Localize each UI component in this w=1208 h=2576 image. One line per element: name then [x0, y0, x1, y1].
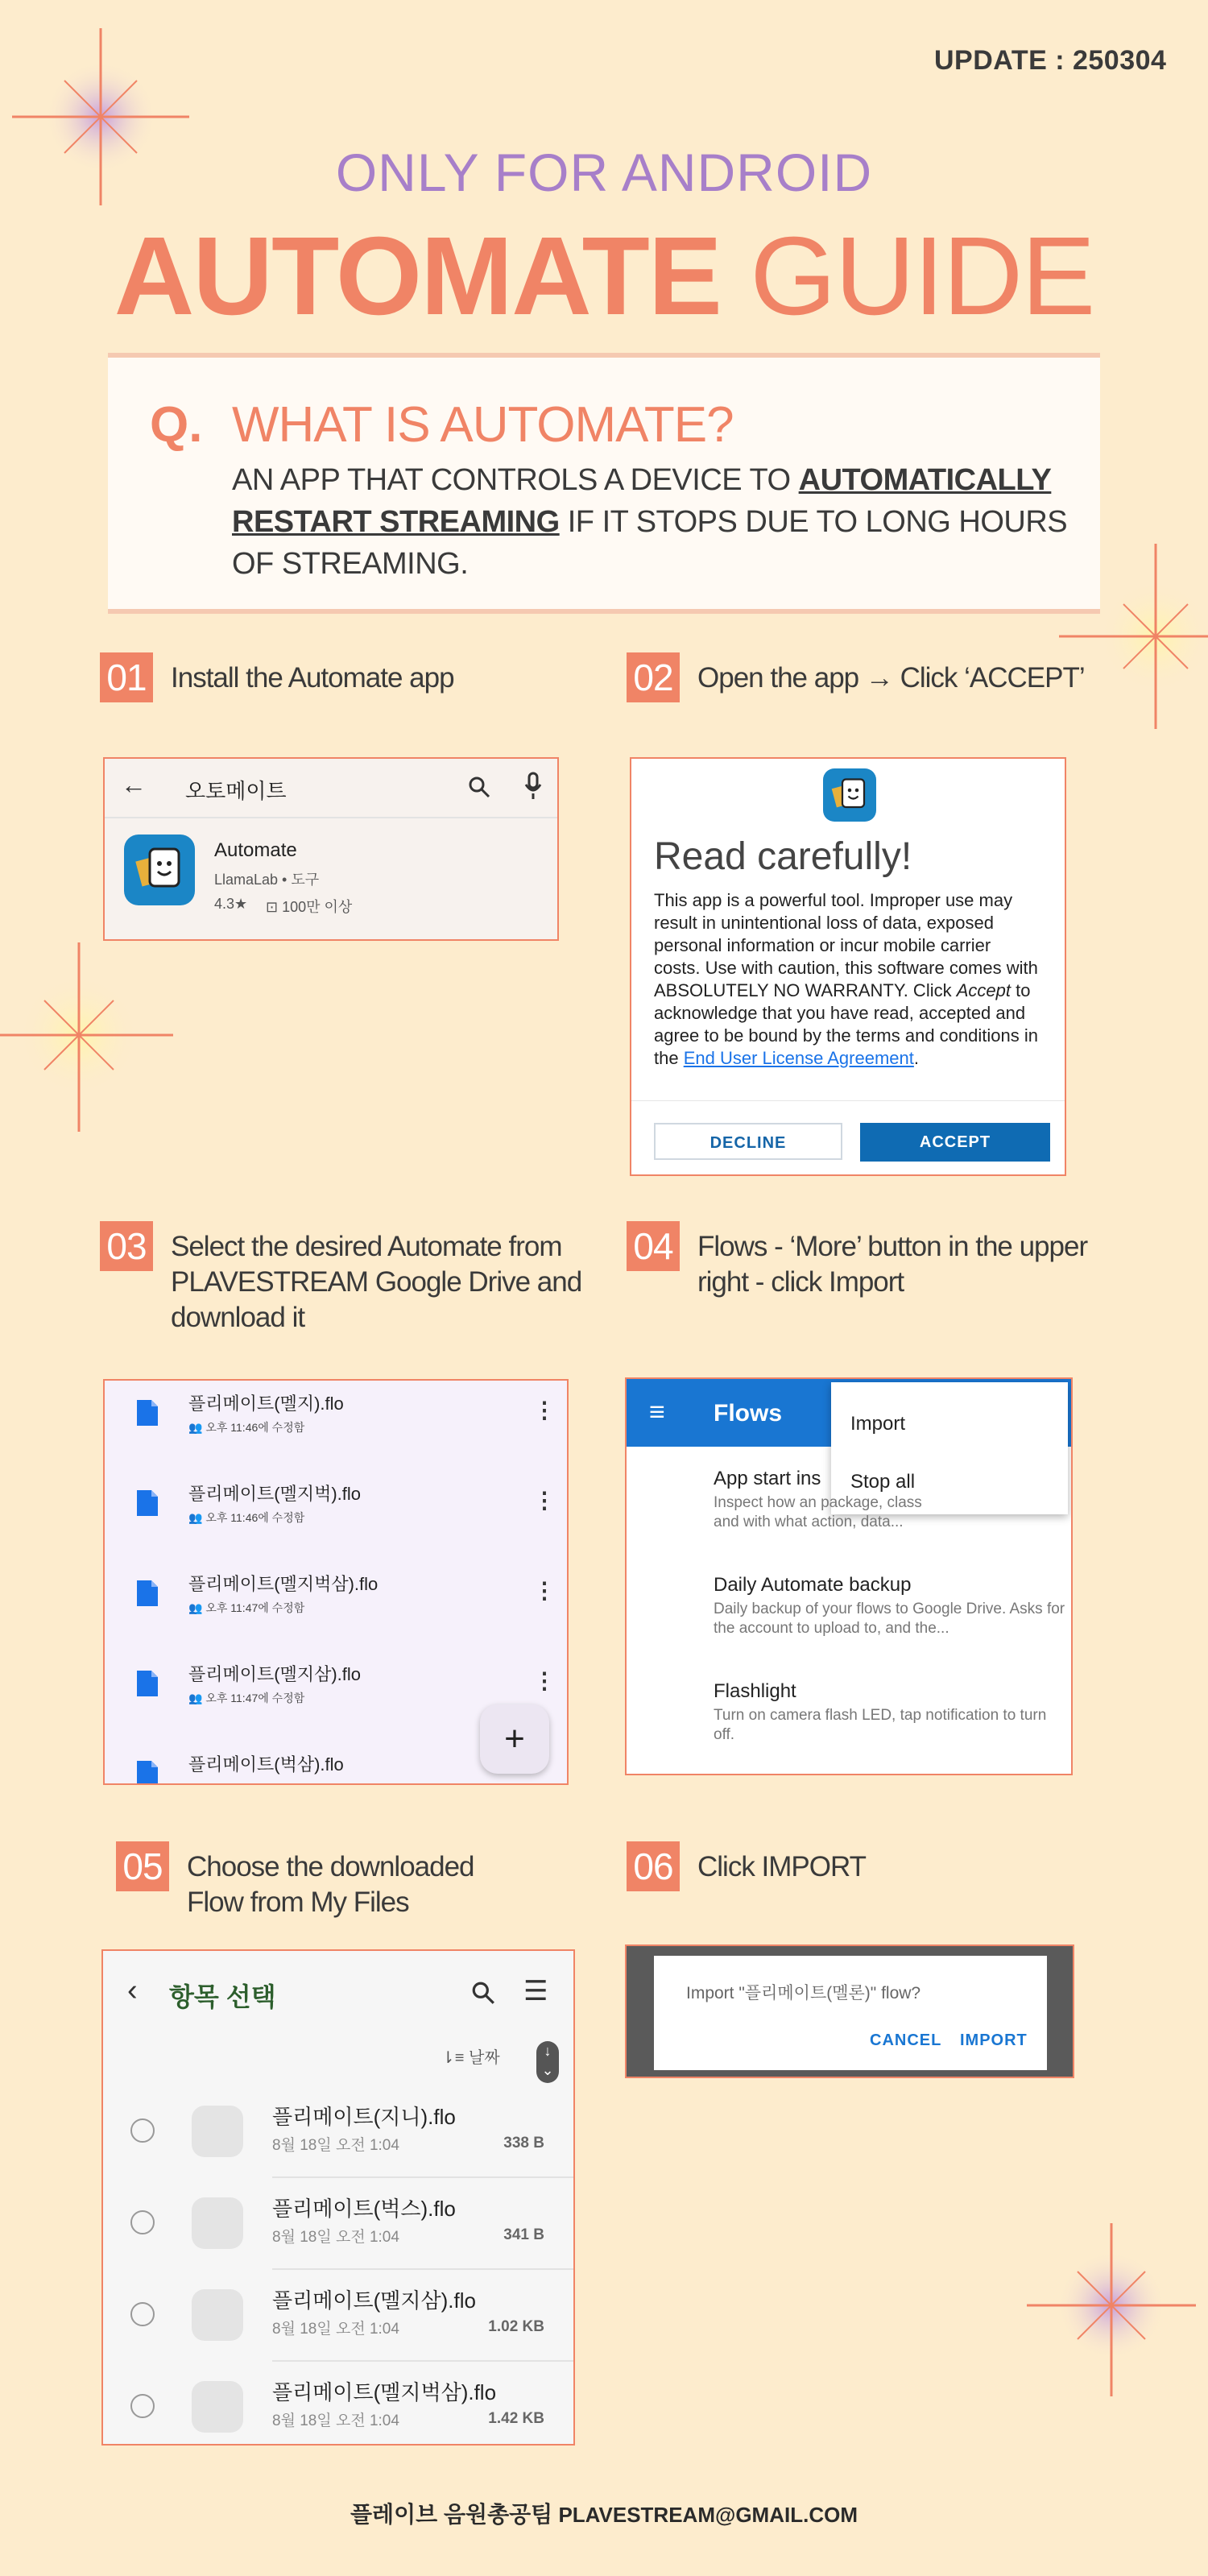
desc-text: IF IT STOPS DUE TO LONG HOURS OF STREAMING.	[232, 505, 1068, 581]
microphone-icon[interactable]	[523, 772, 543, 801]
file-icon	[192, 2381, 243, 2433]
file-icon	[192, 2197, 243, 2249]
file-meta	[188, 1600, 304, 1616]
app-bar-title: Flows	[714, 1400, 783, 1427]
file-icon	[192, 2106, 243, 2157]
menu-icon[interactable]: ≡	[649, 1397, 665, 1427]
step-text: Choose the downloaded Flow from My Files	[187, 1851, 474, 1918]
file-meta	[188, 1510, 304, 1526]
file-name: 플리메이트(멜지).flo	[188, 1394, 344, 1414]
app-developer: LlamaLab • 도구	[214, 872, 320, 888]
list-item[interactable]	[103, 2270, 573, 2362]
file-meta-text: 오후 11:46에 수정함	[205, 1511, 305, 1524]
dialog-body	[654, 889, 1040, 1070]
app-installs	[266, 896, 352, 917]
file-icon	[137, 1490, 158, 1516]
file-date: 8월 18일 오전 1:04	[272, 2229, 399, 2246]
decline-button[interactable]: DECLINE	[654, 1123, 842, 1160]
shared-icon: 👥	[188, 1601, 203, 1614]
question-description	[232, 459, 1086, 585]
step-number: 05	[116, 1841, 169, 1891]
import-button[interactable]: IMPORT	[960, 2031, 1028, 2049]
body-text: to acknowledge that you have read, accepted and agree to be bound by the terms and conditions in the	[654, 980, 1038, 1068]
file-name: 플리메이트(멜지삼).flo	[188, 1664, 362, 1684]
file-name: 플리메이트(멜지삼).flo	[272, 2288, 476, 2313]
dialog-message: Import "플리메이트(멜론)" flow?	[686, 1984, 921, 2002]
step-text: Flows - ‘More’ button in the upper right - click Import	[697, 1231, 1088, 1298]
add-fab-button[interactable]: +	[480, 1704, 549, 1774]
footer-team: 플레이브 음원총공팀	[350, 2502, 553, 2527]
more-vert-icon[interactable]: ⋮	[533, 1488, 556, 1513]
list-item[interactable]	[103, 2362, 573, 2446]
desc-emphasis: RESTART STREAMING	[232, 505, 560, 539]
accept-button[interactable]: ACCEPT	[860, 1123, 1050, 1162]
body-text: .	[913, 1048, 919, 1068]
body-emphasis: Accept	[956, 980, 1011, 1000]
list-item[interactable]	[105, 1561, 567, 1651]
step-number: 02	[627, 652, 680, 702]
sort-icon: ⇂≡	[441, 2049, 465, 2067]
file-name: 플리메이트(벅스).flo	[272, 2197, 456, 2221]
list-item[interactable]	[103, 2086, 573, 2178]
screenshot-google-drive	[103, 1379, 569, 1785]
back-arrow-icon[interactable]: ←	[121, 770, 147, 799]
update-label: UPDATE : 250304	[934, 45, 1167, 76]
step-text: Select the desired Automate from PLAVESTREAM Google Drive and download it	[171, 1231, 582, 1333]
automate-logo-icon	[823, 768, 876, 822]
flow-title[interactable]: Daily Automate backup	[714, 1574, 912, 1596]
file-name: 플리메이트(멜지벅).flo	[188, 1484, 362, 1504]
screenshot-file-picker	[101, 1949, 575, 2446]
question-title: WHAT IS AUTOMATE?	[232, 397, 734, 453]
list-item[interactable]	[105, 1381, 567, 1471]
automate-logo-icon	[124, 835, 195, 905]
app-icon[interactable]	[124, 835, 195, 905]
menu-item-stop-all[interactable]: Stop all	[850, 1471, 916, 1493]
file-size: 341 B	[503, 2226, 544, 2243]
file-size: 1.42 KB	[488, 2410, 544, 2427]
step-number: 06	[627, 1841, 680, 1891]
sparkle-bottom-right	[1023, 2223, 1200, 2400]
sort-direction-icon[interactable]: ↓ ⌄	[536, 2041, 559, 2083]
flow-title[interactable]: App start ins	[714, 1468, 821, 1489]
installs-value: 100만 이상	[282, 899, 353, 915]
file-icon	[137, 1400, 158, 1426]
footer	[0, 2497, 1208, 2529]
picker-title: 항목 선택	[169, 1982, 276, 2011]
subtitle: ONLY FOR ANDROID	[335, 143, 873, 202]
menu-item-import[interactable]: Import	[850, 1413, 906, 1435]
radio-button[interactable]	[130, 2118, 155, 2143]
flow-title[interactable]: Flashlight	[714, 1680, 796, 1702]
sparkle-left	[0, 934, 185, 1136]
screenshot-import-dialog	[625, 1944, 1074, 2078]
divider	[631, 1100, 1065, 1111]
download-icon: ⊡	[266, 899, 279, 915]
app-rating: 4.3★	[214, 896, 248, 912]
shared-icon: 👥	[188, 1421, 203, 1434]
list-item[interactable]	[103, 2178, 573, 2270]
shared-icon: 👥	[188, 1511, 203, 1524]
file-date: 8월 18일 오전 1:04	[272, 2137, 399, 2154]
file-name: 플리메이트(벅삼).flo	[188, 1754, 344, 1775]
file-meta	[188, 1690, 304, 1706]
page-title	[0, 216, 1208, 337]
search-icon[interactable]	[470, 1980, 496, 2006]
file-icon	[192, 2289, 243, 2341]
file-size: 1.02 KB	[488, 2318, 544, 2335]
flow-description: Inspect how an package, class and with what action, data...	[714, 1494, 922, 1530]
step-text: Click IMPORT	[697, 1851, 867, 1882]
file-date: 8월 18일 오전 1:04	[272, 2321, 399, 2338]
file-name: 플리메이트(멜지벅삼).flo	[188, 1574, 379, 1594]
search-query: 오토메이트	[185, 779, 287, 803]
file-meta-text: 오후 11:47에 수정함	[205, 1692, 305, 1704]
import-dialog	[654, 1956, 1047, 2070]
flow-description: Daily backup of your flows to Google Drive. Asks for the account to upload to, and the...	[714, 1601, 1065, 1637]
file-icon	[137, 1580, 158, 1606]
file-meta-text: 오후 11:47에 수정함	[205, 1601, 305, 1614]
step-number: 01	[100, 652, 153, 702]
footer-email: PLAVESTREAM@GMAIL.COM	[558, 2503, 858, 2527]
search-icon[interactable]	[467, 775, 491, 799]
file-date: 8월 18일 오전 1:04	[272, 2412, 399, 2429]
desc-text: AN APP THAT CONTROLS A DEVICE TO	[232, 463, 799, 497]
search-bar[interactable]	[105, 759, 557, 818]
step-text: Install the Automate app	[171, 662, 454, 694]
body-text: This app is a powerful tool. Improper use may result in unintentional loss of data, exposed personal information or incur mobile carrier costs. Use with caution, this software comes with ABSOLUTELY NO WARRANTY. Click	[654, 890, 1038, 1000]
file-name: 플리메이트(멜지벅삼).flo	[272, 2380, 497, 2404]
screenshot-read-carefully	[630, 757, 1066, 1176]
title-bold: AUTOMATE	[114, 214, 721, 338]
list-item[interactable]	[105, 1471, 567, 1561]
file-meta-text: 오후 11:46에 수정함	[205, 1421, 305, 1434]
more-vert-icon[interactable]: ⋮	[533, 1578, 556, 1603]
radio-button[interactable]	[130, 2302, 155, 2326]
flow-description: Turn on camera flash LED, tap notification to turn off.	[714, 1707, 1047, 1743]
radio-button[interactable]	[130, 2394, 155, 2418]
eula-link[interactable]: End User License Agreement	[683, 1048, 914, 1068]
step-number: 04	[627, 1221, 680, 1271]
step-number: 03	[100, 1221, 153, 1271]
step-text: Open the app → Click ‘ACCEPT’	[697, 662, 1085, 694]
screenshot-flows	[625, 1377, 1073, 1775]
file-name: 플리메이트(지니).flo	[272, 2105, 456, 2129]
cancel-button[interactable]: CANCEL	[870, 2031, 942, 2049]
more-vert-icon[interactable]: ⋮	[533, 1398, 556, 1423]
file-size: 338 B	[503, 2135, 544, 2151]
shared-icon: 👥	[188, 1692, 203, 1704]
dialog-heading: Read carefully!	[654, 835, 912, 878]
title-thin: GUIDE	[750, 214, 1094, 338]
radio-button[interactable]	[130, 2210, 155, 2234]
more-vert-icon[interactable]: ⋮	[533, 1668, 556, 1693]
question-mark: Q.	[150, 397, 203, 453]
file-meta	[188, 1419, 304, 1435]
back-chevron-icon[interactable]: ‹	[127, 1973, 138, 2007]
filter-icon[interactable]: ☰	[523, 1976, 548, 2007]
app-name[interactable]: Automate	[214, 839, 297, 861]
sort-label: 날짜	[469, 2049, 500, 2067]
sort-control[interactable]	[441, 2044, 500, 2068]
screenshot-play-store	[103, 757, 559, 941]
file-icon	[137, 1761, 158, 1785]
file-icon	[137, 1671, 158, 1696]
desc-emphasis: AUTOMATICALLY	[798, 463, 1052, 497]
